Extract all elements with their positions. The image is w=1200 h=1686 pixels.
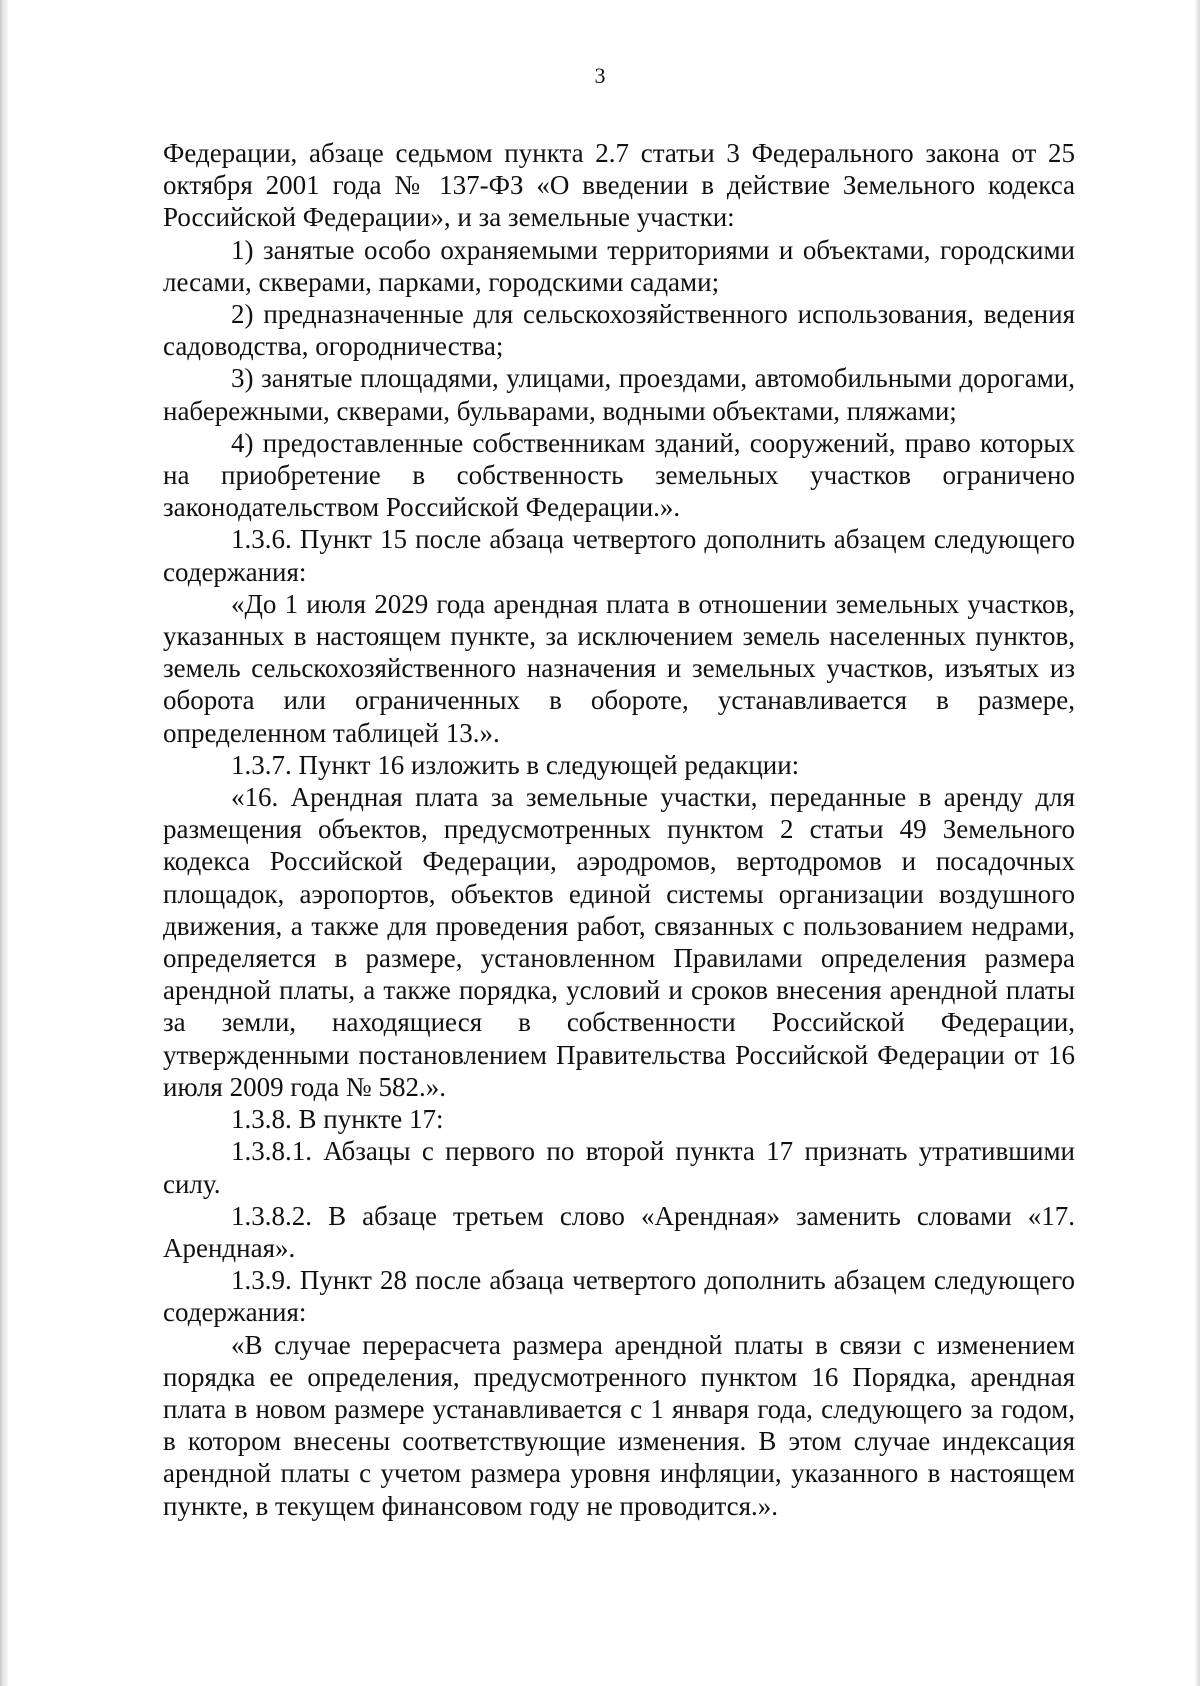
clause-1-3-8-2: 1.3.8.2. В абзаце третьем слово «Арендная» заменить словами «17. Арендная». (163, 1200, 1075, 1263)
scan-edge-left (0, 0, 8, 1686)
clause-1-3-7: 1.3.7. Пункт 16 изложить в следующей редакции: (231, 749, 800, 780)
list-item-4: 4) предоставленные собственникам зданий, сооружений, право которых на приобретение в собственность земельных участков ограничено законодательством Российской Федерации.». (163, 427, 1075, 523)
clause-1-3-7-quote: «16. Арендная плата за земельные участки, переданные в аренду для размещения объектов, предусмотренных пунктом 2 статьи 49 Земельного кодекса Российской Федерации, аэродромов, вертодромов и посадочных площадок, аэропортов, объектов единой системы организации воздушного движения, а также для проведения работ, связанных с пользованием недрами, определяется в размере, установленном Правилами определения размера арендной платы, а также порядка, условий и сроков внесения арендной платы за земли, находящиеся в собственности Российской Федерации, утвержденными постановлением Правительства Российской Федерации от 16 июля 2009 года № 582.». (163, 782, 1075, 1102)
clause-1-3-6: 1.3.6. Пункт 15 после абзаца четвертого дополнить абзацем следующего содержания: (163, 524, 1075, 587)
document-body (163, 137, 1075, 1522)
page-number: 3 (594, 63, 606, 88)
list-item-2: 2) предназначенные для сельскохозяйственного использования, ведения садоводства, огородничества; (163, 299, 1075, 362)
clause-1-3-9: 1.3.9. Пункт 28 после абзаца четвертого дополнить абзацем следующего содержания: (163, 1265, 1075, 1328)
list-item-3: 3) занятые площадями, улицами, проездами, автомобильными дорогами, набережными, скверами, бульварами, водными объектами, пляжами; (163, 363, 1075, 426)
paragraph-continuation: Федерации, абзаце седьмом пункта 2.7 статьи 3 Федерального закона от 25 октября 2001 года № 137-ФЗ «О введении в действие Земельного кодекса Российской Федерации», и за земельные участки: (163, 138, 1075, 233)
scan-edge-right (1194, 0, 1200, 1686)
clause-1-3-9-quote: «В случае перерасчета размера арендной платы в связи с изменением порядка ее определения, предусмотренного пунктом 16 Порядка, арендная плата в новом размере устанавливается с 1 января года, следующего за годом, в котором внесены соответствующие изменения. В этом случае индексация арендной платы с учетом размера уровня инфляции, указанного в настоящем пункте, в текущем финансовом году не проводится.». (163, 1329, 1075, 1521)
clause-1-3-6-quote: «До 1 июля 2029 года арендная плата в отношении земельных участков, указанных в настоящем пункте, за исключением земель населенных пунктов, земель сельскохозяйственного назначения и земельных участков, изъятых из оборота или ограниченных в обороте, устанавливается в размере, определенном таблицей 13.». (163, 588, 1075, 748)
clause-1-3-8: 1.3.8. В пункте 17: (231, 1104, 444, 1135)
clause-1-3-8-1: 1.3.8.1. Абзацы с первого по второй пункта 17 признать утратившими силу. (163, 1136, 1075, 1199)
list-item-1: 1) занятые особо охраняемыми территориями и объектами, городскими лесами, скверами, парками, городскими садами; (163, 234, 1075, 297)
